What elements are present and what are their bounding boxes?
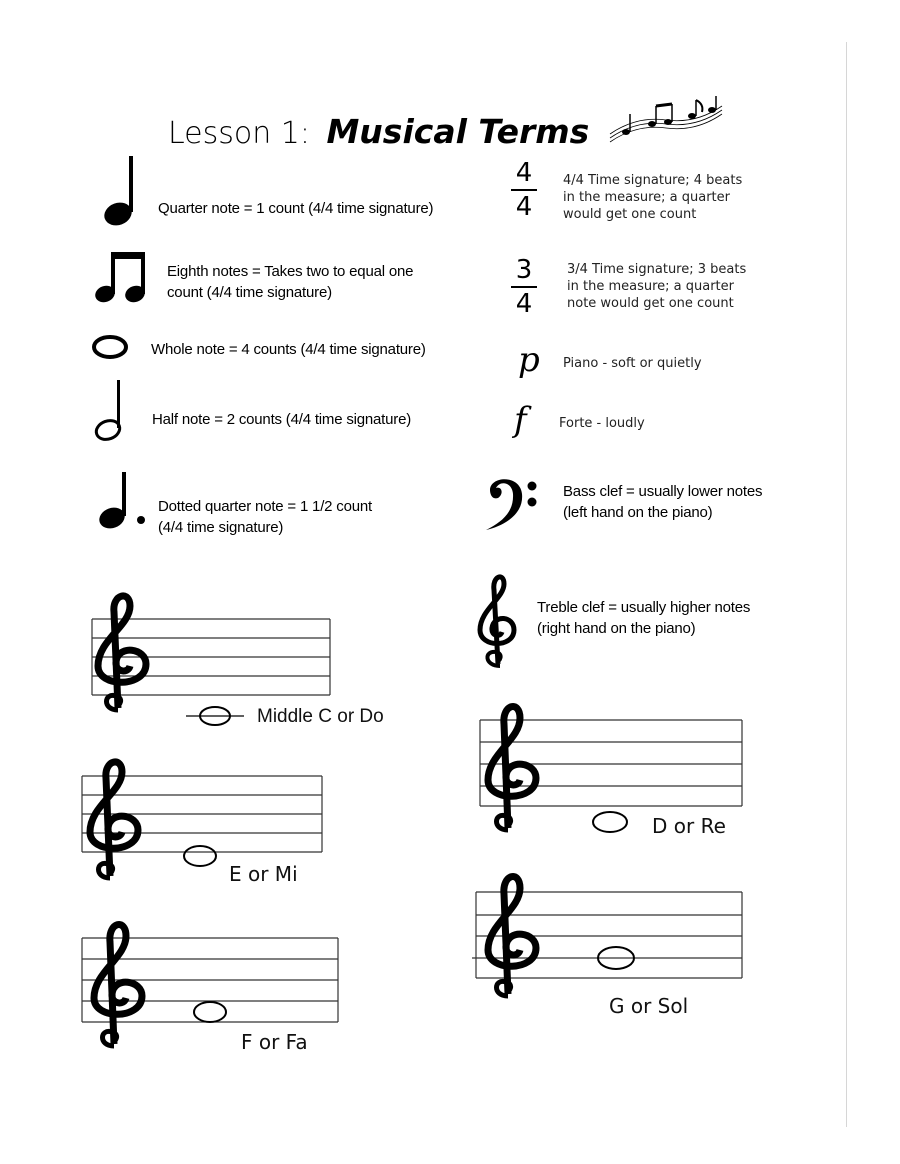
title-lesson: Lesson 1: (168, 116, 311, 151)
term-dotted: Dotted quarter note = 1 1/2 count (4/4 time signature) (158, 498, 372, 536)
time-sig-bar (511, 189, 537, 191)
music-notes-decoration-icon (606, 98, 726, 146)
label-g: G or Sol (609, 994, 689, 1018)
whole-note-icon (90, 334, 130, 360)
treble-clef-icon (488, 707, 536, 830)
label-f: F or Fa (241, 1030, 308, 1054)
half-note-icon (92, 380, 126, 444)
term-whole: Whole note = 4 counts (4/4 time signature) (151, 341, 426, 358)
treble-clef-icon (94, 925, 142, 1046)
time-sig-3-4: 3 4 (515, 255, 533, 319)
page-title (168, 112, 589, 151)
bass-clef-icon (482, 472, 542, 532)
term-piano: Piano - soft or quietly (563, 356, 702, 371)
whole-note-icon (186, 707, 244, 725)
term-half: Half note = 2 counts (4/4 time signature) (152, 411, 412, 428)
staff-g (472, 872, 748, 1004)
term-treble: Treble clef = usually higher notes (right hand on the piano) (537, 599, 751, 637)
page-edge-divider (846, 42, 847, 1127)
term-quarter: Quarter note = 1 count (4/4 time signature) (158, 200, 434, 217)
staff-middle-c (88, 592, 338, 722)
quarter-note-icon (100, 156, 136, 228)
dotted-quarter-note-icon (96, 472, 152, 532)
time-sig-4-4: 4 4 (515, 158, 533, 222)
eighth-notes-icon (94, 250, 148, 304)
term-eighth: Eighth notes = Takes two to equal one count (4/4 time signature) (167, 263, 414, 301)
term-forte: Forte - loudly (559, 416, 645, 431)
label-e: E or Mi (229, 862, 298, 886)
title-musical-terms: Musical Terms (326, 112, 590, 151)
whole-note-icon (593, 812, 627, 832)
label-middle-c: Middle C or Do (257, 706, 384, 727)
term-four-four: 4/4 Time signature; 4 beats in the measure; a quarter would get one count (563, 173, 743, 222)
term-bass: Bass clef = usually lower notes (left hand on the piano) (563, 483, 763, 521)
term-three-four: 3/4 Time signature; 3 beats in the measure; a quarter note would get one count (567, 262, 747, 311)
whole-note-icon (184, 846, 216, 866)
treble-clef-icon (98, 596, 146, 710)
label-d: D or Re (652, 814, 726, 838)
treble-clef-icon (90, 762, 138, 878)
forte-symbol: f (514, 400, 527, 440)
treble-clef-icon (474, 572, 522, 670)
time-sig-bar (511, 286, 537, 288)
whole-note-icon (194, 1002, 226, 1022)
piano-symbol: p (518, 340, 540, 380)
